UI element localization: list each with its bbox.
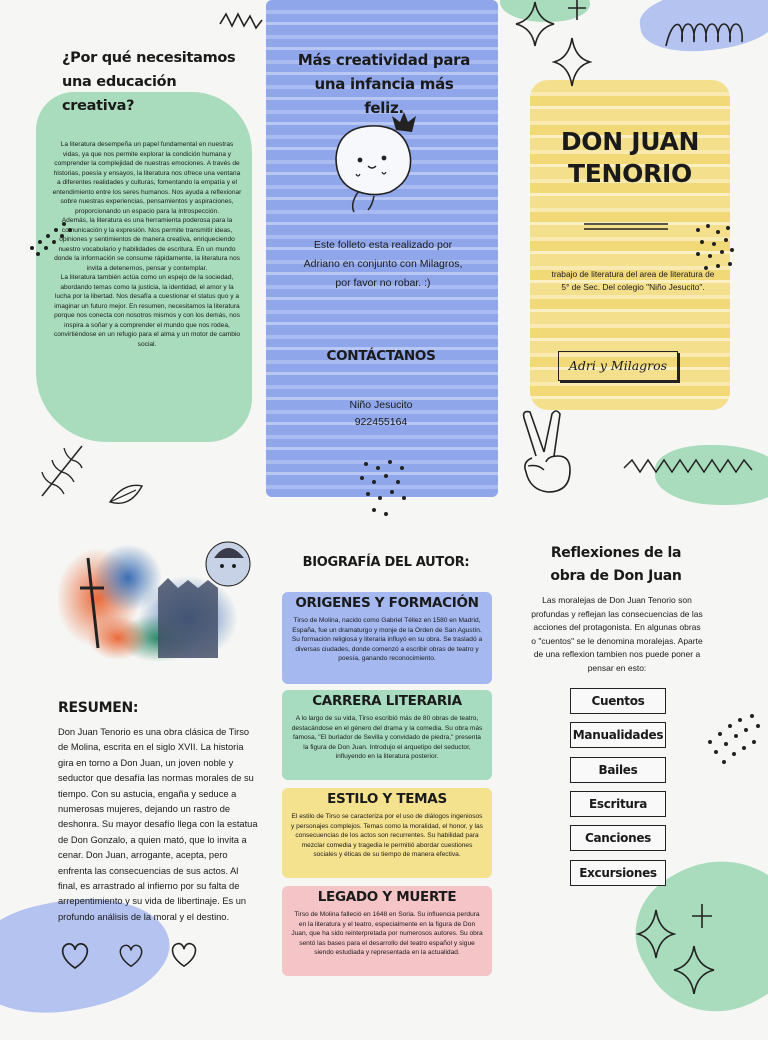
dots-icon [358, 458, 410, 518]
reflexion-item-label: Manualidades [572, 728, 664, 742]
don-juan-illustration [58, 528, 254, 668]
heart-icon [58, 940, 92, 970]
loop-scribble-icon [662, 12, 762, 56]
panel2-note: Este folleto esta realizado por Adriano en conjunto con Milagros, por favor no robar. :) [303, 239, 463, 289]
zigzag-icon [218, 10, 268, 32]
reflexiones-body: Las moralejas de Don Juan Tenorio son profundas y reflejan las consecuencias de las acciones del protagonista. En algunas obras o "cuentos" se le denomina moralejas. Aparte de una reflexion tambien nos puede poner a pensar en esto: [531, 595, 703, 673]
panel1-body: La literatura desempeña un papel fundamental en nuestras vidas, ya que nos permite explorar la condición humana y comprender la complejidad de nuestras emociones. A través de historias, poesía y ensayos, la literatura nos ofrece una ventana a diferentes realidades y culturas, fomentando la empatía y el entendimiento entre los seres humanos. Nos ayuda a reflexionar sobre nuestras experiencias, pensamientos y aspiraciones, proporcionando un espacio para la introspección. Además, la literatura es una herramienta poderosa para la comunicación y la expresión. Nos permite transmitir ideas, opiniones y sentimientos de manera creativa, enriqueciendo nuestro vocabulario y habilidades de escritura. En un mundo donde la información se consume rápidamente, la literatura nos invita a detenernos, pensar y contemplar. La literatura también actúa como un espejo de la sociedad, abordando temas como la justicia, la identidad, el amor y la lucha por la libertad. Nos desafía a cuestionar el status quo y a imaginar un futuro mejor. En resumen, necesitamos la literatura porque nos conecta con nosotros mismos y con los demás, nos inspira a soñar y a comprender el mundo que nos rodea, convirtiéndose en un refugio para el alma y un motor de cambio social. [52, 141, 242, 348]
sparkle-icon [552, 36, 592, 88]
crowned-blob-character-icon [330, 108, 430, 218]
reflexion-item-label: Cuentos [591, 694, 645, 708]
bio-section-carrera [282, 690, 492, 780]
underline-scribble-icon [582, 220, 672, 234]
contact-name: Niño Jesucito [349, 399, 413, 411]
panel1-heading: ¿Por qué necesitamos una educación creativa? [62, 50, 236, 114]
bio-section-title: CARRERA LITERARIA [312, 693, 462, 709]
reflexion-item [570, 825, 666, 851]
bio-section-text: A lo largo de su vida, Tirso escribió más de 80 obras de teatro, destacándose en el género del drama y la comedia. Su obra más famosa, "El burlador de Sevilla y convidado de piedra," presenta la figura de Don Juan. Introdujo el arquetipo del seductor, influyendo en la literatura posterior. [291, 715, 483, 761]
small-leaf-icon [106, 480, 146, 510]
reflexion-item [570, 688, 666, 714]
bio-section-origenes [282, 592, 492, 684]
bio-section-estilo [282, 788, 492, 878]
dots-icon [692, 222, 738, 274]
bio-section-title: LEGADO Y MUERTE [317, 889, 457, 905]
brochure-subtitle: trabajo de literatura del area de literatura de 5° de Sec. Del colegio "Niño Jesucito". [551, 269, 715, 292]
peace-hand-icon [514, 408, 580, 496]
reflexiones-heading: Reflexiones de la obra de Don Juan [550, 545, 682, 584]
biografia-heading: BIOGRAFÍA DEL AUTOR: [302, 555, 470, 570]
reflexion-item [570, 791, 666, 817]
bio-section-text: Tirso de Molina falleció en 1648 en Soria. Su influencia perdura en la literatura y el teatro, especialmente en la figura de Don Juan, que ha sido reinterpretada por numerosos autores. Su obra sentó las bases para el desarrollo del teatro español y sigue siendo estudiada y representada en la actualidad. [291, 911, 483, 957]
leaf-branch-icon [38, 440, 86, 500]
bio-section-text: El estilo de Tirso se caracteriza por el uso de diálogos ingeniosos y personajes complejos. Temas como la moralidad, el honor, y las consecuencias de los actos son recurrentes. Su habilidad para mezclar comedia y tragedia le permitió abordar cuestiones sociales y éticas de su tiempo de manera efectiva. [291, 813, 483, 859]
reflexion-item [570, 757, 666, 783]
dots-icon [704, 712, 764, 768]
reflexion-item [570, 860, 666, 886]
heart-icon [116, 942, 146, 968]
reflexion-item-label: Escritura [588, 797, 648, 811]
signature-text: Adri y Milagros [568, 358, 668, 373]
sparkle-icon [636, 908, 676, 960]
bio-section-title: ESTILO Y TEMAS [327, 791, 447, 807]
reflexion-item [570, 722, 666, 748]
bio-section-text: Tirso de Molina, nacido como Gabriel Téllez en 1580 en Madrid, España, fue un dramaturgo y monje de la Orden de San Agustín. Su formación religiosa y literaria influyó en su obra. Se trasladó a diversas ciudades, donde comenzó a escribir obras de teatro y poesía, ganando reconocimiento. [291, 617, 483, 663]
contact-heading: CONTÁCTANOS [326, 348, 436, 364]
bio-section-title: ORIGENES Y FORMACIÓN [295, 595, 479, 611]
bio-section-legado [282, 886, 492, 976]
panel2-heading: Más creatividad para una infancia más feliz. [297, 51, 471, 117]
sparkle-icon [672, 944, 716, 994]
brochure-title: DON JUAN TENORIO [560, 127, 700, 188]
reflexion-item-label: Canciones [584, 831, 652, 845]
resumen-body: Don Juan Tenorio es una obra clásica de Tirso de Molina, escrita en el siglo XVII. La historia gira en torno a Don Juan, un joven noble y seductor que desafía las normas morales de su tiempo. Con su astucia, engaña y seduce a numerosas mujeres, dejando un rastro de deshonra. Su mayor desafío llega con la estatua de Don Gonzalo, a quien mató, que lo invita a cenar. Don Juan, arrogante, acepta, pero enfrenta las consecuencias de sus actos. Al final, es arrastrado al infierno por su falta de arrepentimiento y su vida de libertinaje. Es un profundo análisis de la moral y el destino. [58, 727, 258, 922]
heart-icon [168, 940, 200, 968]
zigzag-icon [622, 456, 762, 478]
plus-sparkle-icon [690, 904, 714, 930]
contact-phone: 922455164 [354, 416, 408, 428]
reflexion-item-label: Excursiones [579, 866, 657, 880]
resumen-heading: RESUMEN: [58, 700, 139, 716]
sparkle-icon [514, 0, 556, 48]
signature-box [558, 351, 678, 381]
reflexion-item-label: Bailes [598, 763, 638, 777]
plus-sparkle-icon [564, 0, 590, 22]
